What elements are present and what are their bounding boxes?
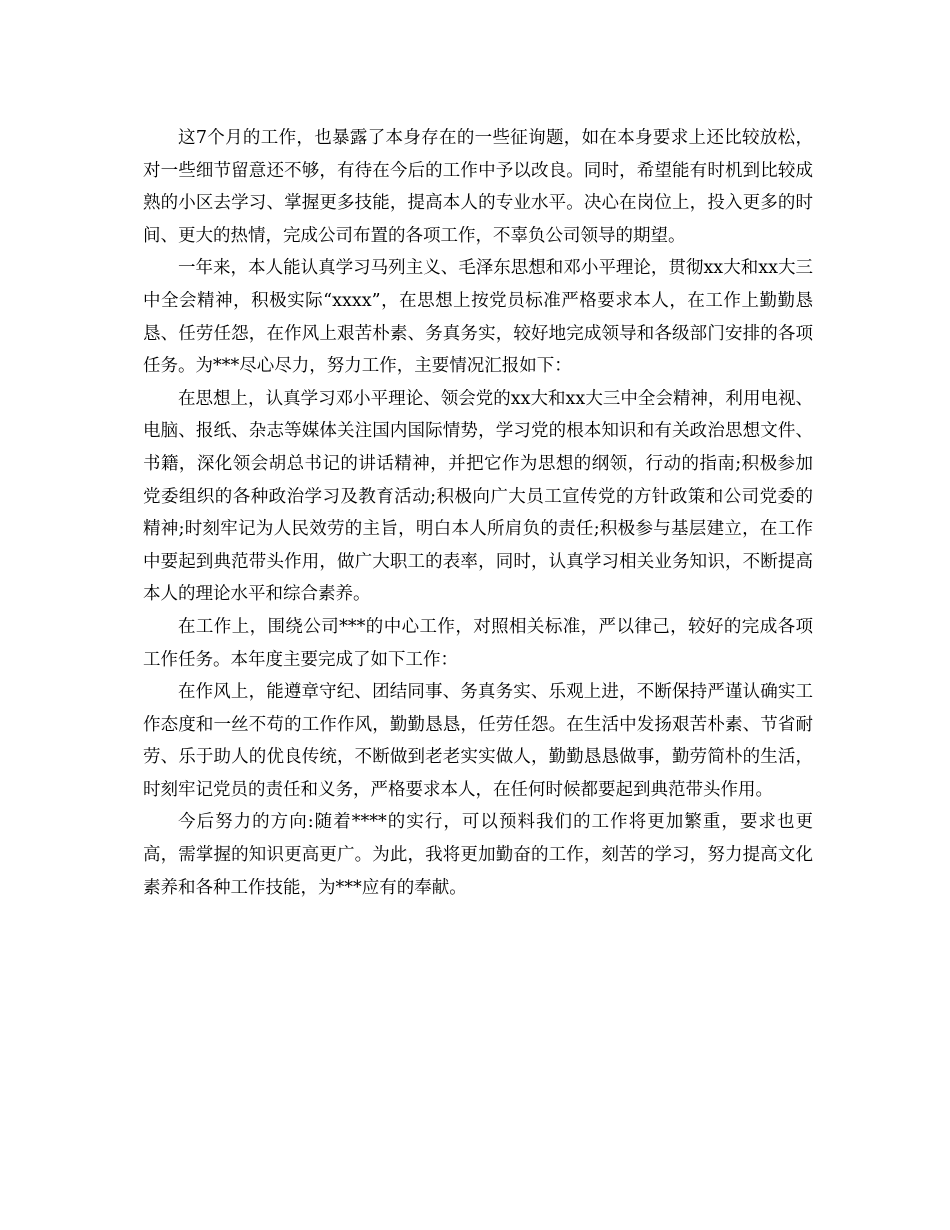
document-body xyxy=(143,122,813,904)
paragraph-work-style: 在作风上，能遵章守纪、团结同事、务真务实、乐观上进，不断保持严谨认确实工作态度和一丝不苟的工作作风，勤勤恳恳，任劳任怨。在生活中发扬艰苦朴素、节省耐劳、乐于助人的优良传统，不断做到老老实实做人，勤勤恳恳做事，勤劳简朴的生活，时刻牢记党员的责任和义务，严格要求本人，在任何时候都要起到典范带头作用。 xyxy=(143,682,813,800)
paragraph-self-assessment: 这7个月的工作，也暴露了本身存在的一些征询题，如在本身要求上还比较放松，对一些细节留意还不够，有待在今后的工作中予以改良。同时，希望能有时机到比较成熟的小区去学习、掌握更多技能，提高本人的专业水平。决心在岗位上，投入更多的时间、更大的热情，完成公司布置的各项工作，不辜负公司领导的期望。 xyxy=(143,128,813,246)
paragraph-work: 在工作上，围绕公司***的中心工作，对照相关标准，严以律己，较好的完成各项工作任务。本年度主要完成了如下工作： xyxy=(143,616,813,670)
paragraph-annual-summary: 一年来，本人能认真学习马列主义、毛泽东思想和邓小平理论，贯彻xx大和xx大三中全会精神，积极实际“xxxx”，在思想上按党员标准严格要求本人，在工作上勤勤恳恳、任劳任怨，在作风上艰苦朴素、务真务实，较好地完成领导和各级部门安排的各项任务。为***尽心尽力，努力工作，主要情况汇报如下： xyxy=(143,258,813,377)
paragraph-ideology: 在思想上，认真学习邓小平理论、领会党的xx大和xx大三中全会精神，利用电视、电脑、报纸、杂志等媒体关注国内国际情势，学习党的根本知识和有关政治思想文件、书籍，深化领会胡总书记的讲话精神，并把它作为思想的纲领，行动的指南;积极参加党委组织的各种政治学习及教育活动;积极向广大员工宣传党的方针政策和公司党委的精神;时刻牢记为人民效劳的主旨，明白本人所肩负的责任;积极参与基层建立，在工作中要起到典范带头作用，做广大职工的表率，同时，认真学习相关业务知识，不断提高本人的理论水平和综合素养。 xyxy=(143,388,813,605)
paragraph-future-direction: 今后努力的方向:随着****的实行，可以预料我们的工作将更加繁重，要求也更高，需掌握的知识更高更广。为此，我将更加勤奋的工作，刻苦的学习，努力提高文化素养和各种工作技能，为***应有的奉献。 xyxy=(143,812,813,898)
